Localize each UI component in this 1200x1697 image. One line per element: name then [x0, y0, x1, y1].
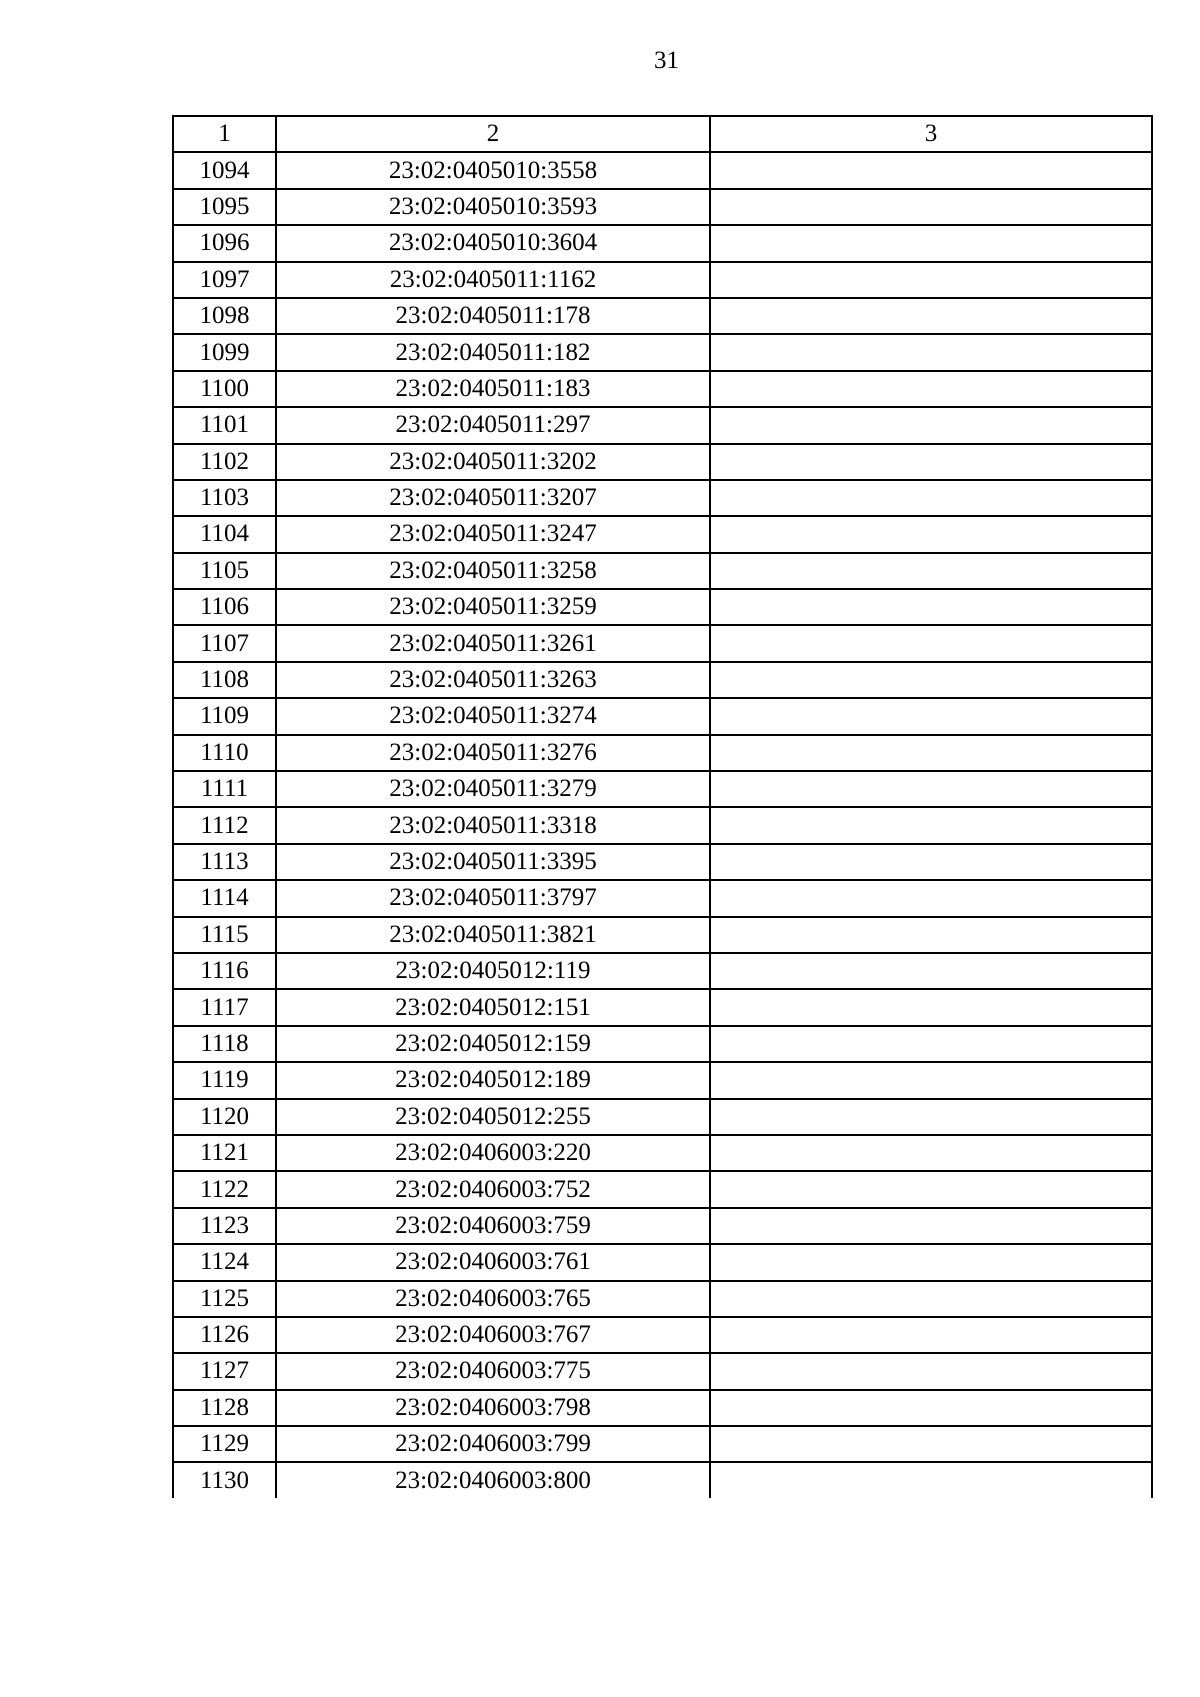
table-body: [173, 152, 1152, 1497]
table-row: [173, 189, 1152, 225]
table-row: [173, 1390, 1152, 1426]
table-row: [173, 917, 1152, 953]
cell-note: [710, 480, 1152, 516]
cell-cadastral-number: 23:02:0405011:3395: [276, 844, 710, 880]
cell-note: [710, 1026, 1152, 1062]
cell-cadastral-number: 23:02:0405011:3276: [276, 735, 710, 771]
cell-number: 1116: [173, 953, 276, 989]
cell-note: [710, 225, 1152, 261]
cell-note: [710, 844, 1152, 880]
cell-note: [710, 1426, 1152, 1462]
cell-note: [710, 189, 1152, 225]
cell-note: [710, 152, 1152, 188]
cell-cadastral-number: 23:02:0406003:799: [276, 1426, 710, 1462]
table-row: [173, 553, 1152, 589]
cell-number: 1123: [173, 1208, 276, 1244]
cell-number: 1109: [173, 698, 276, 734]
cell-cadastral-number: 23:02:0406003:761: [276, 1244, 710, 1280]
cell-number: 1107: [173, 625, 276, 661]
cell-cadastral-number: 23:02:0405010:3593: [276, 189, 710, 225]
table-row: [173, 298, 1152, 334]
cell-cadastral-number: 23:02:0406003:765: [276, 1281, 710, 1317]
table-row: [173, 589, 1152, 625]
cell-note: [710, 516, 1152, 552]
table-row: [173, 1426, 1152, 1462]
table-header-row: [173, 116, 1152, 152]
cell-note: [710, 1244, 1152, 1280]
cell-number: 1113: [173, 844, 276, 880]
table-row: [173, 771, 1152, 807]
cell-cadastral-number: 23:02:0405011:3279: [276, 771, 710, 807]
column-header-number: 1: [173, 116, 276, 152]
cell-number: 1129: [173, 1426, 276, 1462]
cell-cadastral-number: 23:02:0405011:182: [276, 334, 710, 370]
cell-number: 1128: [173, 1390, 276, 1426]
cell-cadastral-number: 23:02:0405011:1162: [276, 262, 710, 298]
cell-note: [710, 1281, 1152, 1317]
table-row: [173, 516, 1152, 552]
table-row: [173, 1317, 1152, 1353]
cell-cadastral-number: 23:02:0405012:151: [276, 989, 710, 1025]
cell-number: 1125: [173, 1281, 276, 1317]
cell-number: 1119: [173, 1062, 276, 1098]
cell-note: [710, 1208, 1152, 1244]
table-row: [173, 152, 1152, 188]
cell-cadastral-number: 23:02:0405012:119: [276, 953, 710, 989]
cell-number: 1112: [173, 807, 276, 843]
cell-number: 1122: [173, 1171, 276, 1207]
cell-number: 1103: [173, 480, 276, 516]
table-row: [173, 225, 1152, 261]
page-number: 31: [654, 47, 679, 74]
cell-cadastral-number: 23:02:0405011:178: [276, 298, 710, 334]
cell-cadastral-number: 23:02:0405012:255: [276, 1099, 710, 1135]
cell-note: [710, 589, 1152, 625]
column-header-cadastral: 2: [276, 116, 710, 152]
cell-number: 1094: [173, 152, 276, 188]
cell-cadastral-number: 23:02:0406003:798: [276, 1390, 710, 1426]
cell-cadastral-number: 23:02:0405010:3558: [276, 152, 710, 188]
cell-number: 1099: [173, 334, 276, 370]
cell-note: [710, 771, 1152, 807]
cell-note: [710, 371, 1152, 407]
table-row: [173, 407, 1152, 443]
cell-number: 1118: [173, 1026, 276, 1062]
table-row: [173, 1462, 1152, 1497]
table-row: [173, 698, 1152, 734]
cell-number: 1117: [173, 989, 276, 1025]
cell-number: 1124: [173, 1244, 276, 1280]
cell-note: [710, 917, 1152, 953]
cell-cadastral-number: 23:02:0405011:3207: [276, 480, 710, 516]
cell-note: [710, 807, 1152, 843]
table-row: [173, 662, 1152, 698]
cell-note: [710, 989, 1152, 1025]
cell-note: [710, 1390, 1152, 1426]
cell-note: [710, 880, 1152, 916]
table-row: [173, 1244, 1152, 1280]
cell-note: [710, 1462, 1152, 1497]
cell-cadastral-number: 23:02:0405011:3263: [276, 662, 710, 698]
table-row: [173, 334, 1152, 370]
table-row: [173, 625, 1152, 661]
table-row: [173, 1171, 1152, 1207]
cell-number: 1101: [173, 407, 276, 443]
cell-note: [710, 698, 1152, 734]
cell-note: [710, 1062, 1152, 1098]
cell-cadastral-number: 23:02:0406003:220: [276, 1135, 710, 1171]
table-row: [173, 480, 1152, 516]
cell-number: 1106: [173, 589, 276, 625]
cell-cadastral-number: 23:02:0406003:767: [276, 1317, 710, 1353]
cell-number: 1114: [173, 880, 276, 916]
table-row: [173, 880, 1152, 916]
column-header-note: 3: [710, 116, 1152, 152]
cell-cadastral-number: 23:02:0405011:3261: [276, 625, 710, 661]
table-row: [173, 1208, 1152, 1244]
cell-note: [710, 735, 1152, 771]
cell-note: [710, 953, 1152, 989]
table-row: [173, 444, 1152, 480]
cell-note: [710, 1353, 1152, 1389]
cell-cadastral-number: 23:02:0405011:3202: [276, 444, 710, 480]
cell-cadastral-number: 23:02:0405011:3797: [276, 880, 710, 916]
cell-cadastral-number: 23:02:0405011:3247: [276, 516, 710, 552]
cell-cadastral-number: 23:02:0406003:759: [276, 1208, 710, 1244]
cell-number: 1100: [173, 371, 276, 407]
cell-note: [710, 407, 1152, 443]
cell-number: 1111: [173, 771, 276, 807]
cell-cadastral-number: 23:02:0405012:189: [276, 1062, 710, 1098]
cell-number: 1126: [173, 1317, 276, 1353]
table-row: [173, 1281, 1152, 1317]
cell-number: 1097: [173, 262, 276, 298]
cell-cadastral-number: 23:02:0406003:752: [276, 1171, 710, 1207]
cell-number: 1098: [173, 298, 276, 334]
table-row: [173, 371, 1152, 407]
table-row: [173, 1026, 1152, 1062]
cell-number: 1102: [173, 444, 276, 480]
cell-note: [710, 444, 1152, 480]
cell-number: 1095: [173, 189, 276, 225]
table-row: [173, 735, 1152, 771]
table-row: [173, 1135, 1152, 1171]
cell-note: [710, 298, 1152, 334]
cell-cadastral-number: 23:02:0406003:775: [276, 1353, 710, 1389]
cell-number: 1130: [173, 1462, 276, 1497]
cell-note: [710, 1171, 1152, 1207]
cell-note: [710, 262, 1152, 298]
cell-cadastral-number: 23:02:0405012:159: [276, 1026, 710, 1062]
cell-cadastral-number: 23:02:0405011:183: [276, 371, 710, 407]
cell-note: [710, 334, 1152, 370]
table-row: [173, 807, 1152, 843]
cell-cadastral-number: 23:02:0405010:3604: [276, 225, 710, 261]
cell-note: [710, 1099, 1152, 1135]
cell-number: 1110: [173, 735, 276, 771]
cell-cadastral-number: 23:02:0406003:800: [276, 1462, 710, 1497]
table-row: [173, 844, 1152, 880]
cell-cadastral-number: 23:02:0405011:3259: [276, 589, 710, 625]
cell-cadastral-number: 23:02:0405011:3274: [276, 698, 710, 734]
cell-number: 1105: [173, 553, 276, 589]
registry-table: [172, 115, 1153, 1498]
cell-cadastral-number: 23:02:0405011:3318: [276, 807, 710, 843]
cell-number: 1108: [173, 662, 276, 698]
table-row: [173, 1099, 1152, 1135]
cell-note: [710, 553, 1152, 589]
cell-number: 1120: [173, 1099, 276, 1135]
table-row: [173, 262, 1152, 298]
cell-number: 1121: [173, 1135, 276, 1171]
cell-cadastral-number: 23:02:0405011:3821: [276, 917, 710, 953]
cell-number: 1104: [173, 516, 276, 552]
cell-note: [710, 1317, 1152, 1353]
cell-cadastral-number: 23:02:0405011:3258: [276, 553, 710, 589]
table-row: [173, 953, 1152, 989]
cell-number: 1127: [173, 1353, 276, 1389]
cell-number: 1096: [173, 225, 276, 261]
table-row: [173, 1353, 1152, 1389]
cell-note: [710, 1135, 1152, 1171]
cell-note: [710, 625, 1152, 661]
cell-cadastral-number: 23:02:0405011:297: [276, 407, 710, 443]
table-row: [173, 989, 1152, 1025]
cell-note: [710, 662, 1152, 698]
table-row: [173, 1062, 1152, 1098]
cell-number: 1115: [173, 917, 276, 953]
